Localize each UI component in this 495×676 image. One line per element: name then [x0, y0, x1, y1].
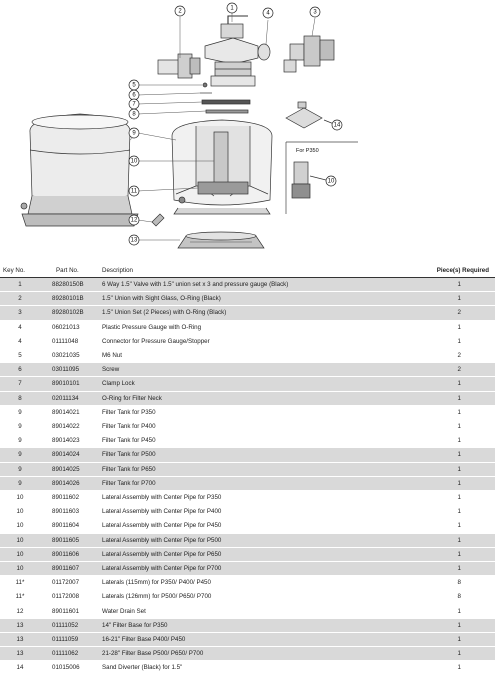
- cell-pieces: 1: [395, 292, 495, 306]
- cell-key-no: 4: [0, 334, 40, 348]
- cell-pieces: 8: [395, 590, 495, 604]
- inset-callout: [326, 176, 336, 186]
- cell-part-no: 01111048: [40, 334, 96, 348]
- cell-part-no: 01111059: [40, 633, 96, 647]
- filter-base: [178, 232, 264, 248]
- cell-key-no: 9: [0, 462, 40, 476]
- cell-part-no: 89011601: [40, 604, 96, 618]
- table-row: [0, 334, 495, 348]
- cell-description: Plastic Pressure Gauge with O-Ring: [96, 320, 395, 334]
- cell-pieces: 1: [395, 505, 495, 519]
- cell-key-no: 11*: [0, 590, 40, 604]
- callout-9: [129, 128, 139, 138]
- callout-number: 8: [132, 111, 136, 118]
- cell-pieces: 1: [395, 519, 495, 533]
- cell-description: 14" Filter Base for P350: [96, 618, 395, 632]
- table-row: [0, 618, 495, 632]
- cell-description: Connector for Pressure Gauge/Stopper: [96, 334, 395, 348]
- cell-description: Lateral Assembly with Center Pipe for P500: [96, 533, 395, 547]
- cell-part-no: 89014023: [40, 434, 96, 448]
- table-row: [0, 377, 495, 391]
- table-row: [0, 391, 495, 405]
- cell-pieces: 1: [395, 533, 495, 547]
- table-row: [0, 604, 495, 618]
- cell-key-no: 10: [0, 519, 40, 533]
- cell-description: Filter Tank for P400: [96, 420, 395, 434]
- cell-description: 6 Way 1.5" Valve with 1.5" union set x 3 and pressure gauge (Black): [96, 278, 395, 292]
- cell-key-no: 5: [0, 349, 40, 363]
- cell-pieces: 1: [395, 618, 495, 632]
- cell-description: O-Ring for Filter Neck: [96, 391, 395, 405]
- cell-description: Lateral Assembly with Center Pipe for P400: [96, 505, 395, 519]
- cell-part-no: 01172007: [40, 576, 96, 590]
- cell-description: Filter Tank for P350: [96, 405, 395, 419]
- table-row: [0, 306, 495, 320]
- table-row: [0, 633, 495, 647]
- cell-part-no: 89010101: [40, 377, 96, 391]
- cell-key-no: 9: [0, 448, 40, 462]
- filter-tank-left: [21, 114, 138, 226]
- cell-pieces: 1: [395, 647, 495, 661]
- cell-part-no: 89011607: [40, 562, 96, 576]
- callout-4: [263, 8, 273, 18]
- callout-10: [129, 156, 139, 166]
- table-row: [0, 462, 495, 476]
- table-row: [0, 576, 495, 590]
- callout-number: 3: [313, 9, 317, 16]
- table-row: [0, 405, 495, 419]
- callout-1: [227, 3, 237, 13]
- cell-part-no: 89011603: [40, 505, 96, 519]
- callout-number: 4: [266, 10, 270, 17]
- cell-key-no: 11*: [0, 576, 40, 590]
- cell-key-no: 3: [0, 306, 40, 320]
- cell-description: 16-21" Filter Base P400/ P450: [96, 633, 395, 647]
- nuts-screws-clamp: [200, 83, 250, 113]
- cell-key-no: 10: [0, 505, 40, 519]
- union-with-sight-glass: [158, 54, 200, 78]
- cell-pieces: 1: [395, 476, 495, 490]
- callout-number: 7: [132, 101, 136, 108]
- table-row: [0, 278, 495, 292]
- pressure-gauge-part: [258, 44, 270, 60]
- callout-number: 10: [327, 178, 335, 185]
- table-row: [0, 590, 495, 604]
- cell-pieces: 1: [395, 334, 495, 348]
- header-description: Description: [96, 265, 395, 278]
- table-row: [0, 519, 495, 533]
- parts-table-body: [0, 278, 495, 676]
- cell-key-no: 13: [0, 618, 40, 632]
- cell-key-no: 13: [0, 647, 40, 661]
- cell-pieces: 1: [395, 320, 495, 334]
- cell-part-no: 89011606: [40, 547, 96, 561]
- cell-pieces: 1: [395, 462, 495, 476]
- cell-part-no: 06021013: [40, 320, 96, 334]
- callout-number: 2: [178, 8, 182, 15]
- table-row: [0, 320, 495, 334]
- header-pieces-required: Piece(s) Required: [395, 265, 495, 278]
- callout-12: [129, 215, 139, 225]
- cell-part-no: 89014022: [40, 420, 96, 434]
- cell-part-no: 01172008: [40, 590, 96, 604]
- cell-key-no: 6: [0, 363, 40, 377]
- cell-key-no: 10: [0, 547, 40, 561]
- cell-part-no: 01015006: [40, 661, 96, 675]
- exploded-diagram: [0, 0, 495, 262]
- cell-description: M6 Nut: [96, 349, 395, 363]
- callout-number: 10: [130, 158, 138, 165]
- cell-key-no: 10: [0, 562, 40, 576]
- cell-part-no: 89011602: [40, 491, 96, 505]
- cell-part-no: 03021035: [40, 349, 96, 363]
- cell-key-no: 2: [0, 292, 40, 306]
- cell-part-no: 02011134: [40, 391, 96, 405]
- cell-key-no: 8: [0, 391, 40, 405]
- table-row: [0, 647, 495, 661]
- cell-part-no: 88280150B: [40, 278, 96, 292]
- callout-number: 9: [132, 130, 136, 137]
- cell-description: Filter Tank for P650: [96, 462, 395, 476]
- cell-description: Screw: [96, 363, 395, 377]
- callout-8: [129, 109, 139, 119]
- cell-pieces: 2: [395, 349, 495, 363]
- table-row: [0, 292, 495, 306]
- callout-7: [129, 99, 139, 109]
- table-row: [0, 491, 495, 505]
- callout-number: 14: [333, 122, 341, 129]
- callout-number: 13: [130, 237, 138, 244]
- table-row: [0, 562, 495, 576]
- cell-description: Lateral Assembly with Center Pipe for P700: [96, 562, 395, 576]
- callout-number: 1: [230, 5, 234, 12]
- cell-part-no: 89280101B: [40, 292, 96, 306]
- callout-number: 11: [130, 188, 138, 195]
- cell-key-no: 9: [0, 434, 40, 448]
- cell-pieces: 8: [395, 576, 495, 590]
- cell-part-no: 89014025: [40, 462, 96, 476]
- callout-5: [129, 80, 139, 90]
- header-key-no: Key No.: [0, 265, 40, 278]
- parts-table: [0, 265, 495, 676]
- cell-description: Lateral Assembly with Center Pipe for P650: [96, 547, 395, 561]
- cell-pieces: 1: [395, 491, 495, 505]
- cell-pieces: 1: [395, 562, 495, 576]
- water-drain-set: [152, 214, 164, 226]
- cell-part-no: 01111062: [40, 647, 96, 661]
- callout-2: [175, 6, 185, 16]
- cell-description: Clamp Lock: [96, 377, 395, 391]
- union-set-part: [284, 36, 334, 72]
- cell-key-no: 10: [0, 491, 40, 505]
- cell-key-no: 13: [0, 633, 40, 647]
- cell-pieces: 1: [395, 448, 495, 462]
- sand-diverter: [286, 102, 334, 128]
- cell-key-no: 12: [0, 604, 40, 618]
- table-row: [0, 661, 495, 675]
- cell-part-no: 89011604: [40, 519, 96, 533]
- cell-pieces: 2: [395, 363, 495, 377]
- callout-14: [332, 120, 342, 130]
- parts-table-header: [0, 265, 495, 278]
- table-row: [0, 363, 495, 377]
- cell-part-no: 01111052: [40, 618, 96, 632]
- cell-part-no: 89014024: [40, 448, 96, 462]
- cell-key-no: 14: [0, 661, 40, 675]
- cell-part-no: 89280102B: [40, 306, 96, 320]
- table-row: [0, 434, 495, 448]
- callout-11: [129, 186, 139, 196]
- cell-pieces: 1: [395, 405, 495, 419]
- cell-description: 1.5" Union with Sight Glass, O-Ring (Black): [96, 292, 395, 306]
- table-row: [0, 420, 495, 434]
- cell-description: Lateral Assembly with Center Pipe for P450: [96, 519, 395, 533]
- cell-pieces: 1: [395, 604, 495, 618]
- cell-part-no: 89011605: [40, 533, 96, 547]
- cell-key-no: 9: [0, 420, 40, 434]
- cell-key-no: 9: [0, 476, 40, 490]
- callout-number: 12: [130, 217, 138, 224]
- cell-key-no: 1: [0, 278, 40, 292]
- cell-description: Laterals (115mm) for P350/ P400/ P450: [96, 576, 395, 590]
- cell-pieces: 1: [395, 661, 495, 675]
- cell-part-no: 89014026: [40, 476, 96, 490]
- cell-description: Laterals (126mm) for P500/ P650/ P700: [96, 590, 395, 604]
- cell-description: 1.5" Union Set (2 Pieces) with O-Ring (Black): [96, 306, 395, 320]
- cell-key-no: 10: [0, 533, 40, 547]
- callout-number: 6: [132, 92, 136, 99]
- cell-pieces: 1: [395, 434, 495, 448]
- cell-part-no: 89014021: [40, 405, 96, 419]
- cell-description: Filter Tank for P700: [96, 476, 395, 490]
- exploded-view-svg: [0, 0, 495, 262]
- inset-label: For P350: [296, 148, 319, 154]
- cell-pieces: 2: [395, 306, 495, 320]
- callout-3: [310, 7, 320, 17]
- header-part-no: Part No.: [40, 265, 96, 278]
- table-row: [0, 505, 495, 519]
- table-row: [0, 349, 495, 363]
- callout-13: [129, 235, 139, 245]
- cell-pieces: 1: [395, 278, 495, 292]
- cell-description: Filter Tank for P500: [96, 448, 395, 462]
- cell-key-no: 4: [0, 320, 40, 334]
- cell-pieces: 1: [395, 420, 495, 434]
- cell-description: Filter Tank for P450: [96, 434, 395, 448]
- cell-key-no: 7: [0, 377, 40, 391]
- cell-description: Water Drain Set: [96, 604, 395, 618]
- table-row: [0, 448, 495, 462]
- callout-number: 5: [132, 82, 136, 89]
- cell-description: 21-28" Filter Base P500/ P650/ P700: [96, 647, 395, 661]
- cell-description: Lateral Assembly with Center Pipe for P350: [96, 491, 395, 505]
- cell-key-no: 9: [0, 405, 40, 419]
- cell-pieces: 1: [395, 547, 495, 561]
- cell-pieces: 1: [395, 633, 495, 647]
- table-row: [0, 476, 495, 490]
- cell-pieces: 1: [395, 391, 495, 405]
- table-row: [0, 547, 495, 561]
- filter-tank-cutaway: [172, 120, 272, 214]
- table-row: [0, 533, 495, 547]
- callout-6: [129, 90, 139, 100]
- cell-description: Sand Diverter (Black) for 1.5": [96, 661, 395, 675]
- multiport-valve: [205, 16, 258, 86]
- cell-part-no: 03011095: [40, 363, 96, 377]
- cell-pieces: 1: [395, 377, 495, 391]
